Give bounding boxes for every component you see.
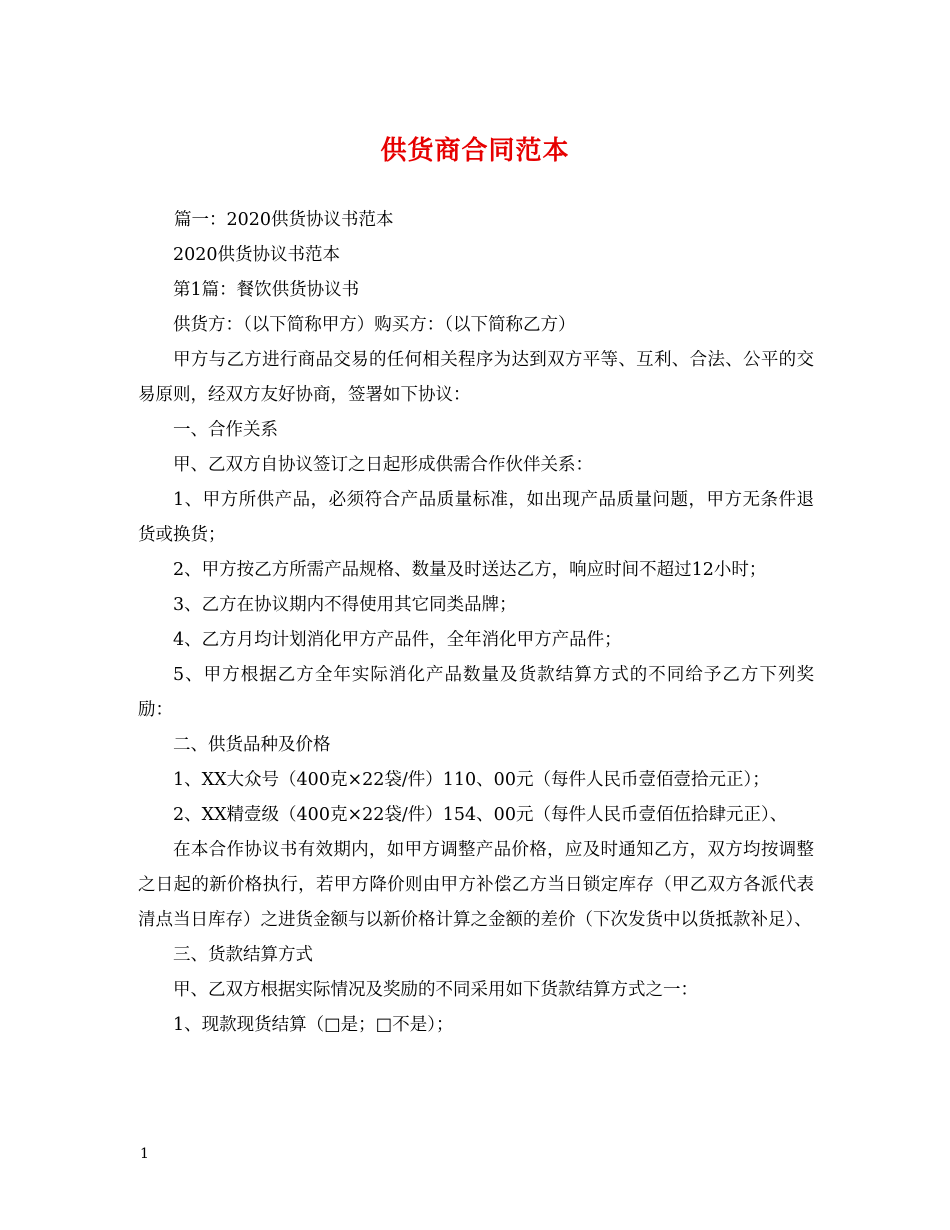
list-item: 5、甲方根据乙方全年实际消化产品数量及货款结算方式的不同给予乙方下列奖励： (138, 665, 814, 720)
list-item: 2、甲方按乙方所需产品规格、数量及时送达乙方，响应时间不超过12小时； (173, 560, 767, 580)
list-item: 1、现款现货结算（□是；□不是）； (173, 1015, 454, 1035)
list-item: 2、XX精壹级（400克×22袋/件）154、00元（每件人民币壹佰伍拾肆元正）、 (173, 805, 788, 825)
paragraph: 供货方：（以下简称甲方）购买方：（以下简称乙方） (173, 315, 576, 335)
list-item: 1、XX大众号（400克×22袋/件）110、00元（每件人民币壹佰壹拾元正）； (173, 770, 770, 790)
section-heading: 一、合作关系 (173, 420, 278, 440)
list-item: 3、乙方在协议期内不得使用其它同类品牌； (173, 595, 517, 615)
document-body (138, 203, 814, 1043)
list-item: 4、乙方月均计划消化甲方产品件，全年消化甲方产品件； (173, 630, 622, 650)
paragraph: 在本合作协议书有效期内，如甲方调整产品价格，应及时通知乙方，双方均按调整之日起的新价格执行，若甲方降价则由甲方补偿乙方当日锁定库存（甲乙双方各派代表清点当日库存）之进货金额与以新价格计算之金额的差价（下次发货中以货抵款补足）、 (138, 840, 814, 930)
section-heading: 三、货款结算方式 (173, 945, 313, 965)
paragraph: 甲方与乙方进行商品交易的任何相关程序为达到双方平等、互利、合法、公平的交易原则，经双方友好协商，签署如下协议： (138, 350, 814, 405)
paragraph: 第1篇：餐饮供货协议书 (173, 280, 360, 300)
paragraph: 2020供货协议书范本 (173, 245, 341, 265)
page-number: 1 (140, 1146, 149, 1162)
document-title: 供货商合同范本 (380, 136, 570, 166)
paragraph: 甲、乙双方自协议签订之日起形成供需合作伙伴关系： (173, 455, 593, 475)
section-heading: 篇一：2020供货协议书范本 (174, 210, 394, 230)
section-heading: 二、供货品种及价格 (173, 735, 331, 755)
list-item: 1、甲方所供产品，必须符合产品质量标准，如出现产品质量问题，甲方无条件退货或换货； (138, 490, 814, 545)
paragraph: 甲、乙双方根据实际情况及奖励的不同采用如下货款结算方式之一： (173, 980, 698, 1000)
